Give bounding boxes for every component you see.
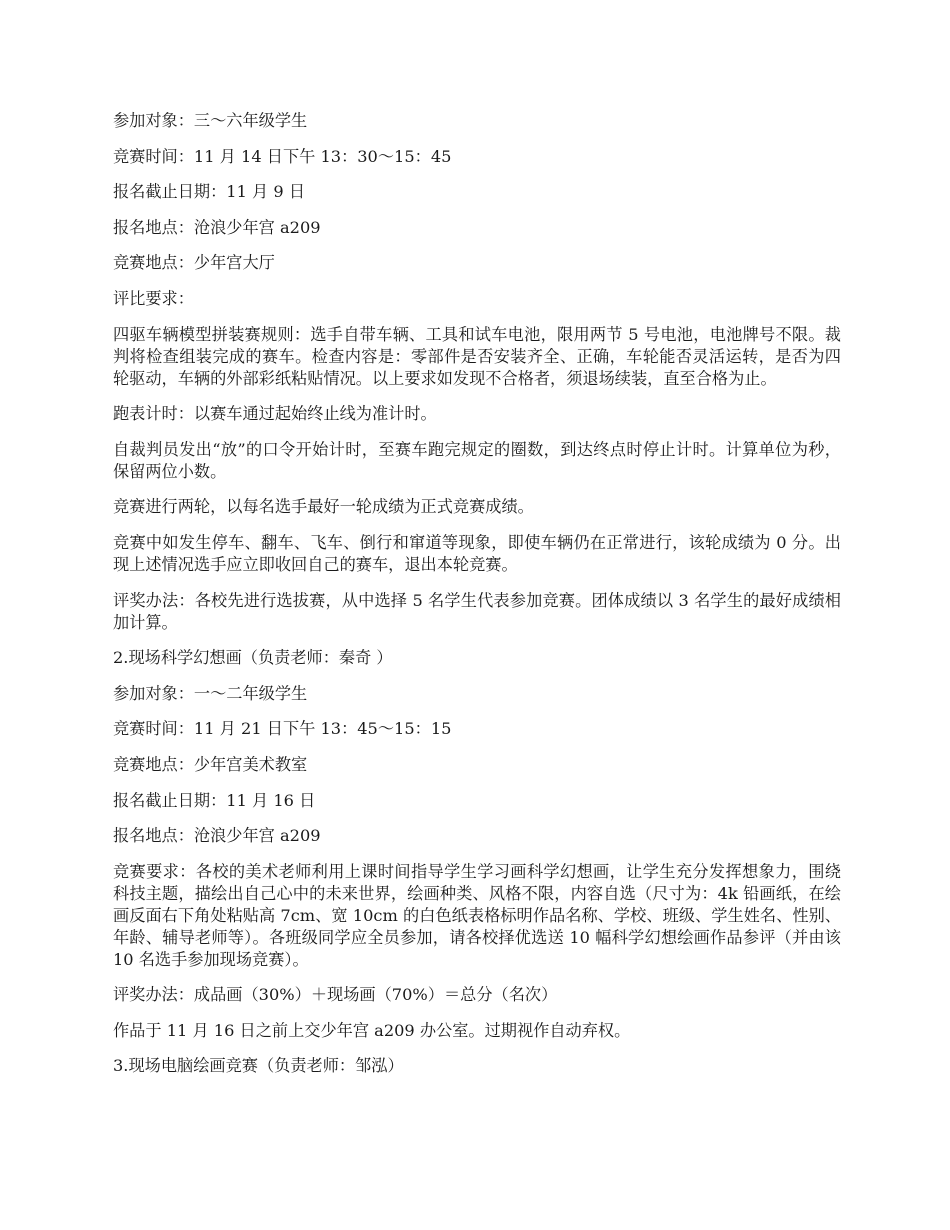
rounds-rule-line: 竞赛进行两轮，以每名选手最好一轮成绩为正式竞赛成绩。 (113, 497, 534, 517)
competition-venue-line-2: 竞赛地点：少年宫美术教室 (113, 754, 308, 774)
competition-time-line-2: 竞赛时间：11 月 21 日下午 13：45～15：15 (113, 719, 452, 739)
registration-deadline-line: 报名截止日期：11 月 9 日 (113, 182, 306, 202)
competition-requirements-paragraph: 竞赛要求：各校的美术老师利用上课时间指导学生学习画科学幻想画，让学生充分发挥想象力，围绕科技主题，描绘出自己心中的未来世界，绘画种类、风格不限，内容自选（尺寸为：4k 铅画纸，在绘画反面右下角处粘贴高 7cm、宽 10cm 的白色纸表格标明作品名称、学校、班级、学生姓名、性别、年龄、辅导老师等）。各班级同学应全员参加，请各校择优选送 10 幅科学幻想绘画作品参评（并由该 10 名选手参加现场竞赛）。 (113, 861, 841, 969)
document-body (113, 110, 841, 1091)
award-method-line-2: 评奖办法：成品画（30%）＋现场画（70%）＝总分（名次） (113, 985, 558, 1005)
registration-deadline-line-2: 报名截止日期：11 月 16 日 (113, 790, 316, 810)
registration-location-line: 报名地点：沧浪少年宫 a209 (113, 217, 321, 237)
competition-venue-line: 竞赛地点：少年宫大厅 (113, 253, 275, 273)
timing-rule-line: 跑表计时：以赛车通过起始终止线为准计时。 (113, 404, 437, 424)
participants-line-2: 参加对象：一～二年级学生 (113, 683, 308, 703)
evaluation-requirements-heading: 评比要求： (113, 288, 194, 308)
participants-line: 参加对象：三～六年级学生 (113, 111, 308, 130)
section-2-heading: 2.现场科学幻想画（负责老师：秦奇 ） (113, 648, 393, 668)
timing-procedure-paragraph: 自裁判员发出“放”的口令开始计时，至赛车跑完规定的圈数，到达终点时停止计时。计算单位为秒，保留两位小数。 (113, 439, 841, 481)
award-method-paragraph: 评奖办法：各校先进行选拔赛，从中选择 5 名学生代表参加竞赛。团体成绩以 3 名学生的最好成绩相加计算。 (113, 590, 841, 632)
submission-deadline-line: 作品于 11 月 16 日之前上交少年宫 a209 办公室。过期视作自动弃权。 (113, 1020, 631, 1040)
assembly-rules-paragraph: 四驱车辆模型拼装赛规则：选手自带车辆、工具和试车电池，限用两节 5 号电池，电池牌号不限。裁判将检查组装完成的赛车。检查内容是：零部件是否安装齐全、正确，车轮能否灵活运转，是否为四轮驱动，车辆的外部彩纸粘贴情况。以上要求如发现不合格者，须退场续装，直至合格为止。 (113, 324, 841, 388)
disqualification-paragraph: 竞赛中如发生停车、翻车、飞车、倒行和窜道等现象，即使车辆仍在正常进行，该轮成绩为 0 分。出现上述情况选手应立即收回自己的赛车，退出本轮竞赛。 (113, 532, 841, 574)
section-3-heading: 3.现场电脑绘画竞赛（负责老师：邹泓） (113, 1056, 404, 1076)
competition-time-line: 竞赛时间：11 月 14 日下午 13：30～15：45 (113, 146, 452, 166)
registration-location-line-2: 报名地点：沧浪少年宫 a209 (113, 826, 321, 846)
